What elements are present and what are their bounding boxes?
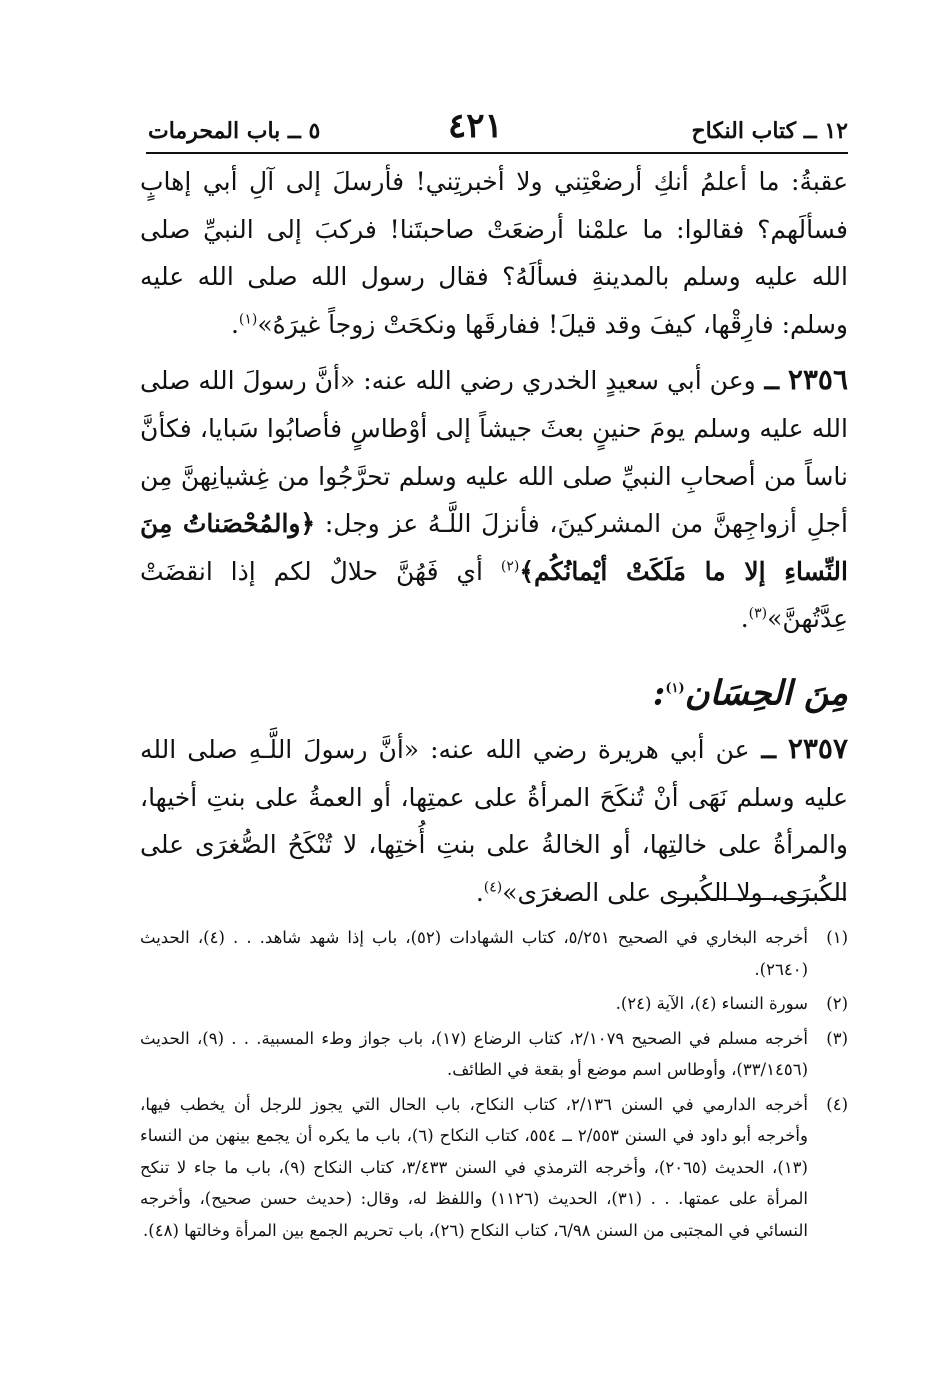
footnote-marker: (٤) xyxy=(826,1094,848,1114)
footnote-marker: (٢) xyxy=(826,994,848,1013)
hadith-separator: ــ xyxy=(755,366,788,396)
footnote-3 xyxy=(140,1023,848,1086)
footnote-marker: (٣) xyxy=(826,1028,848,1048)
footnote-ref: (٢) xyxy=(500,558,520,575)
footnote-2 xyxy=(140,988,848,1020)
header-rule xyxy=(146,152,848,154)
hadith-separator: ــ xyxy=(749,735,788,765)
section-heading xyxy=(140,661,848,721)
main-text xyxy=(140,158,848,917)
section-title: مِنَ الحِسَان xyxy=(684,673,848,714)
hadith-text-continued: أي فَهُنَّ حلالٌ لكم إذا انقضَتْ عِدَّتُهنَّ» xyxy=(140,556,848,634)
hadith-number: ٢٣٥٦ xyxy=(787,363,848,397)
hadith-2357 xyxy=(140,725,848,916)
footnote-ref: (١) xyxy=(238,311,258,328)
paragraph-end: . xyxy=(230,309,239,339)
running-head-book: ١٢ ــ كتاب النكاح xyxy=(691,118,848,144)
paragraph-continued xyxy=(140,158,848,348)
footnote-text: سورة النساء (٤)، الآية (٢٤). xyxy=(615,994,808,1013)
quran-quote: ﴿والمُحْصَناتُ مِنَ النِّساءِ إلا ما مَلَكَتْ أيْمانُكُم﴾ xyxy=(140,509,848,586)
footnote-text: أخرجه البخاري في الصحيح ٥/٢٥١، كتاب الشهادات (٥٢)، باب إذا شهد شاهد. . . (٤)، الحديث (٢٦٤٠). xyxy=(140,928,809,979)
footnote-text: أخرجه مسلم في الصحيح ٢/١٠٧٩، كتاب الرضاع (١٧)، باب جواز وطء المسبية. . . (٩)، الحديث (٣٣/١٤٥٦)، وأوطاس اسم موضع أو بقعة في الطائف. xyxy=(140,1028,808,1079)
hadith-text: عن أبي هريرة رضي الله عنه: «أنَّ رسولَ اللَّـهِ صلى الله عليه وسلم نَهَى أنْ تُنكَحَ المرأةُ على عمتِها، أو العمةُ على بنتِ أخيها، والمرأةُ على خالتِها، أو الخالةُ على بنتِ أُختِها، لا تُنْكَحُ الصُّغرَى على الكُبرَى، ولا الكُبرى على الصغرَى» xyxy=(140,735,848,908)
hadith-number: ٢٣٥٧ xyxy=(787,732,848,766)
section-colon: : xyxy=(652,673,666,714)
footnote-marker: (١) xyxy=(826,928,848,947)
footnote-rule xyxy=(676,898,846,900)
footnote-ref: (٤) xyxy=(483,879,503,896)
footnote-ref: (١) xyxy=(665,680,685,696)
footnote-ref: (٣) xyxy=(748,606,768,623)
paragraph-end: . xyxy=(475,878,484,908)
running-head-chapter: ٥ ــ باب المحرمات xyxy=(148,118,321,144)
footnotes xyxy=(140,922,848,1249)
page-number: ٤٢١ xyxy=(448,106,503,146)
paragraph-end: . xyxy=(740,604,749,634)
hadith-text: وعن أبي سعيدٍ الخدري رضي الله عنه: «أنَّ رسولَ الله صلى الله عليه وسلم يومَ حنينٍ بعثَ جيشاً إلى أوْطاسٍ فأصابُوا سَبايا، فكأنَّ ناساً من أصحابِ النبيِّ صلى الله عليه وسلم تحرَّجُوا من غِشيانِهنَّ مِن أجلِ أزواجِهنَّ من المشركينَ، فأنزلَ اللَّـهُ عز وجل: xyxy=(140,366,848,539)
paragraph-text: عقبةُ: ما أعلمُ أنكِ أرضعْتِني ولا أخبرتِني! فأرسلَ إلى آلِ أبي إهابٍ فسألَهم؟ فقالوا: ما علمْنا أرضعَتْ صاحبتَنا! فركبَ إلى النبيِّ صلى الله عليه وسلم بالمدينةِ فسألَهُ؟ فقال رسول الله صلى الله عليه وسلم: فارِقْها، كيفَ وقد قيلَ! ففارقَها ونكحَتْ زوجاً غيرَهُ» xyxy=(140,167,848,339)
page-header xyxy=(148,100,848,150)
footnote-1 xyxy=(140,922,848,985)
footnote-text: أخرجه الدارمي في السنن ٢/١٣٦، كتاب النكاح، باب الحال التي يجوز للرجل أن يخطب فيها، وأخرجه أبو داود في السنن ٢/٥٥٣ ــ ٥٥٤، كتاب النكاح (٦)، باب ما يكره أن يجمع بينهن من النساء (١٣)، الحديث (٢٠٦٥)، وأخرجه الترمذي في السنن ٣/٤٣٣، كتاب النكاح (٩)، باب ما جاء لا تنكح المرأة على عمتها. . . (٣١)، الحديث (١١٢٦) واللفظ له، وقال: (حديث حسن صحيح)، وأخرجه النسائي في المجتبى من السنن ٦/٩٨، كتاب النكاح (٢٦)، باب تحريم الجمع بين المرأة وخالتها (٤٨). xyxy=(140,1094,809,1240)
footnote-4 xyxy=(140,1089,848,1247)
hadith-2356 xyxy=(140,356,848,643)
